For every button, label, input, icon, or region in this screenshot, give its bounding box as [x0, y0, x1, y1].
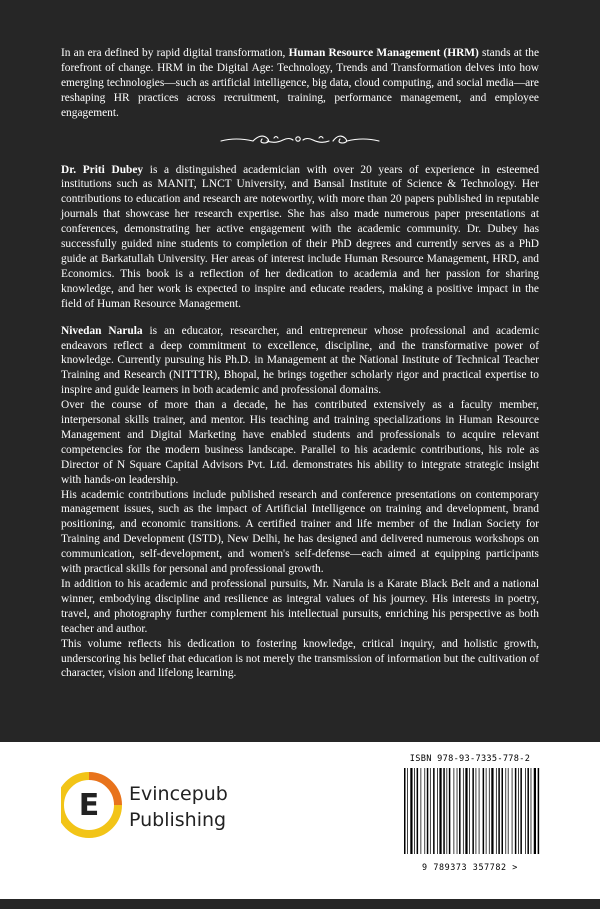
barcode-bar [479, 768, 480, 854]
author1-bio [61, 163, 539, 312]
author2-bio-p4: In addition to his academic and professional pursuits, Mr. Narula is a Karate Black Belt and a national winner, embodying discipline and resilience as integral values of his journey. His interests in poetry, travel, and photography further complement his intellectual pursuits, enriching his perspective as both teacher and author. [61, 578, 539, 635]
author2-bio-p5: This volume reflects his dedication to fostering knowledge, critical inquiry, and holistic growth, underscoring his belief that education is not merely the transmission of information but the cultivation of character, vision and lifelong learning. [61, 637, 539, 680]
barcode-bar [498, 768, 500, 854]
barcode-bar [404, 768, 406, 854]
barcode-bar [421, 768, 422, 854]
barcode-bar [424, 768, 425, 854]
barcode-bar [515, 768, 517, 854]
author2-bio-p1 [61, 324, 539, 399]
author1-bio-text: is a distinguished academician with over 20 years of experience in esteemed institutions such as MANIT, LNCT University, and Bansal Institute of Science & Technology. Her contributions to education and research are noteworthy, with more than 20 papers published in reputable journals that showcase her research expertise. She has also made numerous paper presentations at conferences, demonstrating her active engagement with the academic community. Dr. Dubey has successfully guided nine students to completion of their PhD degrees and currently serves as a PhD guide at Barkatullah University. Her areas of interest include Human Resource Management, HRD, and Economics. This book is a reflection of her dedication to academia and her passion for sharing knowledge, and her work is expected to inspire and educate readers, making a positive impact in the field of Human Resource Management. [61, 163, 540, 310]
barcode-bar [443, 768, 445, 854]
intro-rest: stands at the forefront of change. HRM in the Digital Age: Technology, Trends and Transformation delves into how emerging technologies—such as artificial intelligence, big data, cloud computing, and social media—are reshaping HR practices across recruitment, training, performance management, and employee engagement. [61, 47, 540, 119]
barcode-bar [463, 768, 464, 854]
barcode-bar [534, 768, 536, 854]
barcode-bar [410, 768, 412, 854]
barcode-bar [476, 768, 477, 854]
barcode-bar [508, 768, 509, 854]
ornament-divider-icon [61, 129, 539, 149]
bottom-strip [0, 899, 600, 909]
barcode-bar [518, 768, 519, 854]
barcode-bar [457, 768, 458, 854]
barcode-bar [459, 768, 461, 854]
author1-name: Dr. Priti Dubey [61, 163, 144, 176]
intro-hrm-bold: Human Resource Management (HRM) [288, 47, 479, 59]
cover-text [61, 46, 539, 681]
author2-bio-p3: His academic contributions include published research and conference presentations on contemporary management issues, such as the impact of Artificial Intelligence on training and development, brand positioning, and economic transitions. A certified trainer and life member of the Indian Society for Training and Development (ISTD), New Delhi, he has designed and delivered numerous workshops on communication, self-development, and women's self-defense—each aimed at equipping participants with practical skills for personal and professional growth. [61, 488, 539, 576]
barcode-bar [531, 768, 532, 854]
barcode-bar [427, 768, 429, 854]
barcode-digits: 9 789373 357782 > [422, 862, 518, 872]
author2-bio-p2: Over the course of more than a decade, he has contributed extensively as a faculty member, interpersonal skills trainer, and mentor. His teaching and training specializations in Human Resource Management and Digital Marketing have enabled students and professionals to acquire relevant competencies for the modern business landscape. Parallel to his academic contributions, his role as Director of N Square Capital Advisors Pvt. Ltd. demonstrates his ability to integrate strategic insight with hands-on leadership. [61, 399, 539, 486]
author2-name: Nivedan Narula [61, 324, 143, 337]
barcode-bar [449, 768, 451, 854]
barcode-icon [402, 768, 540, 860]
barcode-bar [472, 768, 474, 854]
barcode-bar [469, 768, 470, 854]
intro-paragraph [61, 46, 539, 121]
barcode-bar [491, 768, 493, 854]
barcode-bar [489, 768, 490, 854]
barcode-bar [512, 768, 513, 854]
barcode-bar [496, 768, 497, 854]
barcode-bar [525, 768, 526, 854]
footer-band [0, 742, 600, 899]
barcode-bar [505, 768, 506, 854]
barcode-bar [502, 768, 504, 854]
barcode-bar [414, 768, 415, 854]
barcode-bar [417, 768, 419, 854]
barcode-bar [465, 768, 467, 854]
barcode-bar [437, 768, 438, 854]
publisher-name-line2: Publishing [129, 809, 227, 831]
barcode-bar [446, 768, 447, 854]
barcode-bar [439, 768, 441, 854]
author2-bio-text-1: is an educator, researcher, and entrepreneur whose professional and academic endeavors reflect a deep commitment to excellence, discipline, and the transformative power of knowledge. Currently pursuing his Ph.D. in Management at the National Institute of Technical Teacher Training and Research (NITTTR), Bhopal, he brings together scholarly rigor and practical expertise to inspire and guide learners in both academic and professional domains. [61, 324, 539, 397]
barcode-bar [407, 768, 408, 854]
barcode-bar [430, 768, 431, 854]
isbn-barcode-block [396, 754, 544, 876]
barcode-bar [486, 768, 487, 854]
publisher-logo [61, 770, 261, 840]
barcode-bar [483, 768, 485, 854]
publisher-name-line1: Evincepub [129, 783, 228, 805]
barcode-bar [520, 768, 522, 854]
isbn-label: ISBN 978-93-7335-778-2 [409, 754, 531, 764]
barcode-bar [538, 768, 540, 854]
barcode-bar [454, 768, 455, 854]
barcode-bar [433, 768, 435, 854]
barcode-bar [527, 768, 529, 854]
intro-lead: In an era defined by rapid digital transformation, [61, 47, 289, 59]
logo-letter: E [78, 788, 100, 823]
